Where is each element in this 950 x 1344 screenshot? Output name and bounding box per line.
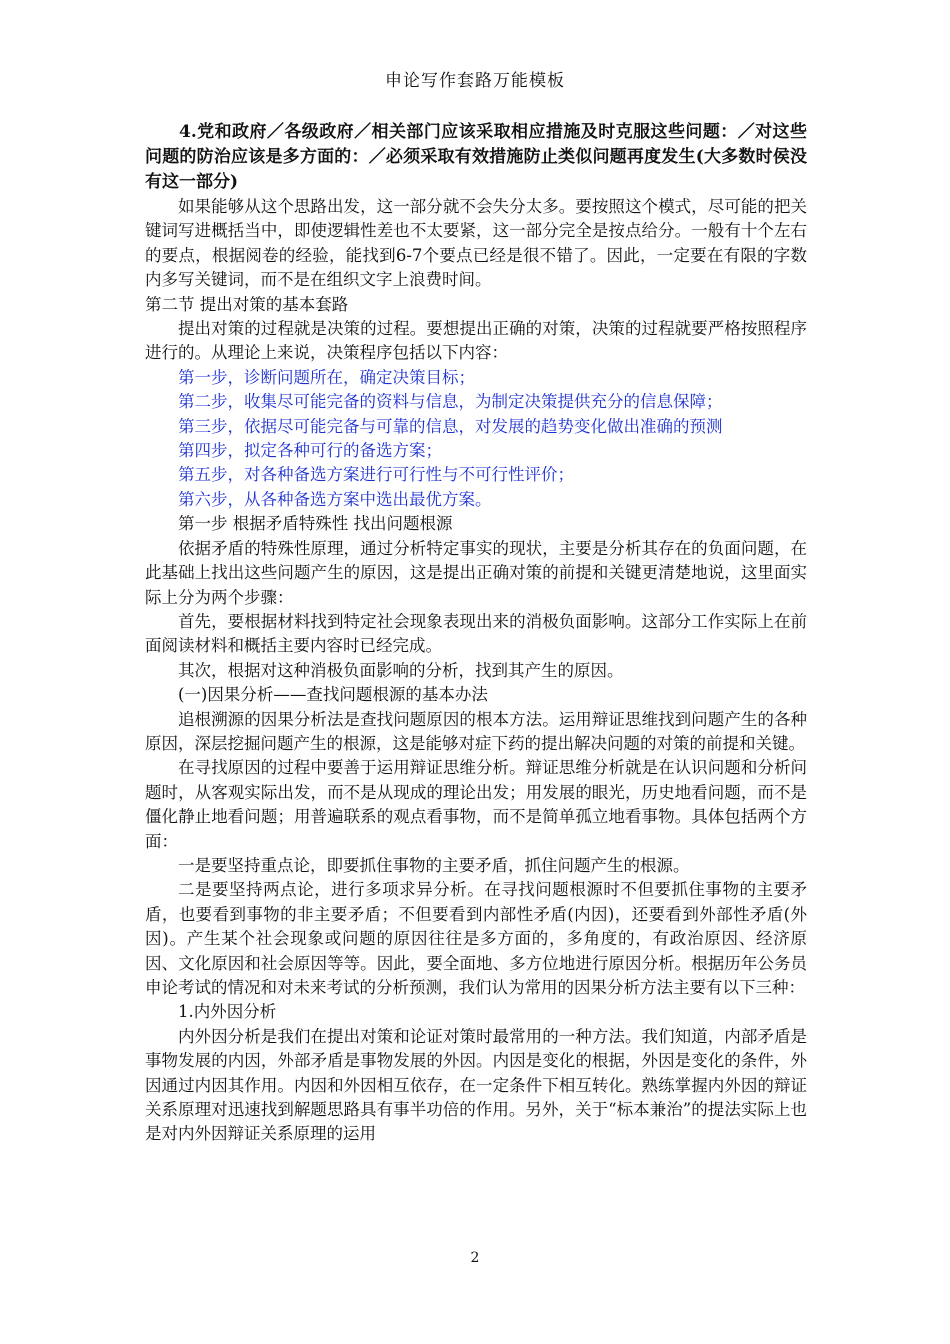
decision-step-item: 第六步，从各种备选方案中选出最优方案。	[178, 489, 492, 509]
paragraph: (一)因果分析——查找问题根源的基本办法	[178, 685, 488, 705]
decision-step-item: 第二步，收集尽可能完备的资料与信息，为制定决策提供充分的信息保障；	[178, 392, 723, 412]
paragraph: 一是要坚持重点论，即要抓住事物的主要矛盾，抓住问题产生的根源。	[178, 855, 690, 875]
paragraph: 首先，要根据材料找到特定社会现象表现出来的消极负面影响。这部分工作实际上在前面阅读材料和概括主要内容时已经完成。	[145, 611, 807, 656]
decision-step-item: 第五步，对各种备选方案进行可行性与不可行性评价；	[178, 465, 574, 485]
paragraph: 提出对策的过程就是决策的过程。要想提出正确的对策，决策的过程就要严格按照程序进行的。从理论上来说，决策程序包括以下内容：	[145, 319, 807, 363]
document-body	[145, 120, 807, 1147]
section-heading: 4.党和政府／各级政府／相关部门应该采取相应措施及时克服这些问题：／对这些问题的防治应该是多方面的：／必须采取有效措施防止类似问题再度发生(大多数时侯没有这一部分)	[145, 122, 807, 192]
decision-step-item: 第一步，诊断问题所在，确定决策目标；	[178, 367, 475, 387]
decision-step-item: 第三步，依据尽可能完备与可靠的信息，对发展的趋势变化做出准确的预测	[178, 416, 723, 436]
paragraph-list	[145, 195, 807, 1147]
paragraph: 追根溯源的因果分析法是查找问题原因的根本方法。运用辩证思维找到问题产生的各种原因，深层挖掘问题产生的根源，这是能够对症下药的提出解决问题的对策的前提和关键。	[145, 709, 807, 753]
paragraph: 二是要坚持两点论，进行多项求异分析。在寻找问题根源时不但要抓住事物的主要矛盾，也要看到事物的非主要矛盾；不但要看到内部性矛盾(内因)，还要看到外部性矛盾(外因)。产生某个社会现象或问题的原因往往是多方面的，多角度的，有政治原因、经济原因、文化原因和社会原因等等。因此，要全面地、多方位地进行原因分析。根据历年公务员申论考试的情况和对未来考试的分析预测，我们认为常用的因果分析方法主要有以下三种：	[145, 880, 807, 997]
paragraph: 1.内外因分析	[178, 1002, 277, 1022]
paragraph: 第一步 根据矛盾特殊性 找出问题根源	[178, 514, 453, 534]
page-header-title: 申论写作套路万能模板	[385, 71, 565, 91]
paragraph: 如果能够从这个思路出发，这一部分就不会失分太多。要按照这个模式，尽可能的把关键词写进概括当中，即使逻辑性差也不太要紧，这一部分完全是按点给分。一般有十个左右的要点，根据阅卷的经验，能找到6-7个要点已经是很不错了。因此，一定要在有限的字数内多写关键词，而不是在组织文字上浪费时间。	[145, 197, 807, 290]
paragraph: 内外因分析是我们在提出对策和论证对策时最常用的一种方法。我们知道，内部矛盾是事物发展的内因，外部矛盾是事物发展的外因。内因是变化的根据，外因是变化的条件，外因通过内因其作用。内因和外因相互依存，在一定条件下相互转化。熟练掌握内外因的辩证关系原理对迅速找到解题思路具有事半功倍的作用。另外，关于“标本兼治”的提法实际上也是对内外因辩证关系原理的运用	[145, 1026, 807, 1144]
paragraph: 第二节 提出对策的基本套路	[145, 294, 349, 314]
paragraph: 在寻找原因的过程中要善于运用辩证思维分析。辩证思维分析就是在认识问题和分析问题时，从客观实际出发，而不是从现成的理论出发；用发展的眼光，历史地看问题，而不是僵化静止地看问题；用普遍联系的观点看事物，而不是简单孤立地看事物。具体包括两个方面：	[145, 758, 807, 851]
paragraph: 依据矛盾的特殊性原理，通过分析特定事实的现状，主要是分析其存在的负面问题，在此基础上找出这些问题产生的原因，这是提出正确对策的前提和关键更清楚地说，这里面实际上分为两个步骤：	[145, 538, 807, 607]
paragraph: 其次，根据对这种消极负面影响的分析，找到其产生的原因。	[178, 660, 624, 680]
decision-step-item: 第四步，拟定各种可行的备选方案；	[178, 441, 442, 461]
page-number: 2	[470, 1250, 480, 1266]
